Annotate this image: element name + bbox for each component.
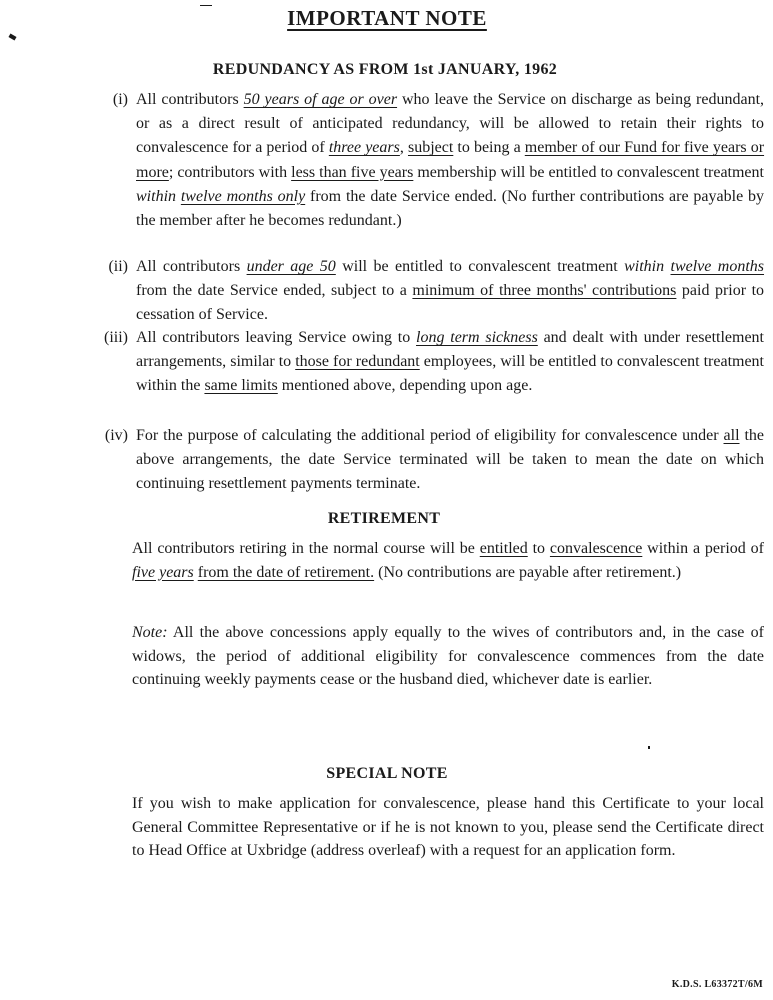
item-text	[130, 88, 764, 233]
item-text	[130, 326, 764, 399]
item-text	[130, 255, 764, 328]
retirement-heading: RETIREMENT	[327, 510, 441, 527]
emphasized-text: under age 50	[246, 258, 336, 275]
text-run: ; contributors with	[168, 163, 292, 181]
item-number: (i)	[112, 91, 128, 108]
text-run: from the date Service ended, subject to a	[136, 282, 413, 300]
emphasized-text: member of our Fund for five years or more	[136, 139, 765, 181]
text-run: who leave the Service on discharge as being redundant, or as a direct result of anticipated redundancy, will be allowed to retain their rights to convalescence for a period of	[136, 91, 765, 157]
redundancy-item	[104, 424, 764, 497]
emphasized-text: all	[723, 427, 740, 444]
redundancy-item	[112, 88, 765, 233]
text-run: to being a	[453, 139, 525, 157]
emphasized-text: those for redundant	[295, 353, 420, 371]
emphasized-text: 50 years of age or over	[243, 91, 398, 108]
text-run: the above arrangements, the date Service terminated will be taken to mean the date on which continuing resettlement payments terminate.	[136, 427, 764, 493]
emphasized-text: minimum of three months' contributions	[412, 282, 677, 300]
emphasized-text: entitled	[479, 540, 528, 557]
emphasized-text: twelve months	[670, 258, 765, 275]
text-run: All contributors	[136, 258, 247, 275]
note-label: Note:	[132, 624, 168, 641]
emphasized-text: twelve months only	[180, 187, 306, 205]
text-run: All contributors leaving Service owing to	[136, 329, 417, 346]
text-run: (No contributions are payable after retirement.)	[374, 563, 682, 581]
page-title-text: IMPORTANT NOTE	[287, 6, 487, 30]
text-run: For the purpose of calculating the additional period of eligibility for convalescence under	[136, 427, 724, 444]
emphasized-text: long term sickness	[416, 329, 538, 346]
redundancy-item	[108, 255, 765, 328]
special-note-text: If you wish to make application for convalescence, please hand this Certificate to your local General Committee Representative or if he is not known to you, please send the Certificate direct to Head Office at Uxbridge (address overleaf) with a request for an application form.	[132, 795, 764, 859]
text-run: and dealt with under resettlement arrangements, similar to	[136, 329, 764, 371]
emphasized-text: from the date of retirement.	[197, 563, 375, 581]
emphasized-text: three years	[328, 139, 400, 157]
emphasized-text: same limits	[204, 377, 278, 395]
emphasized-text: less than five years	[291, 163, 414, 181]
print-code: K.D.S. L63372T/6M	[671, 979, 763, 990]
text-run: employees, will be entitled to convalescent treatment within the	[136, 353, 765, 395]
emphasized-text: subject	[407, 139, 454, 157]
item-text	[130, 424, 764, 497]
emphasized-text: within	[624, 258, 665, 275]
text-run: membership will be entitled to convalescent treatment	[413, 163, 764, 181]
retirement-text	[132, 537, 764, 584]
item-number: (iv)	[104, 427, 128, 444]
redundancy-item	[104, 326, 765, 399]
special-note-heading: SPECIAL NOTE	[326, 765, 448, 782]
note-paragraph	[132, 621, 764, 692]
item-number: (iii)	[104, 329, 128, 346]
redundancy-heading: REDUNDANCY AS FROM 1st JANUARY, 1962	[212, 61, 558, 78]
emphasized-text: convalescence	[549, 540, 643, 557]
note-text: All the above concessions apply equally to the wives of contributors and, in the case of widows, the period of additional eligibility for convalescence commences from the date continuing weekly payments cease or the husband died, whichever date is earlier.	[132, 624, 764, 688]
text-run: within a period of	[642, 540, 764, 557]
emphasized-text: within	[136, 187, 177, 205]
text-run: will be entitled to convalescent treatment	[335, 258, 625, 275]
text-run: paid prior to cessation of Service.	[136, 282, 765, 324]
scan-speck	[648, 746, 650, 749]
text-run: to	[527, 540, 550, 557]
text-run: from the date Service ended. (No further contributions are payable by the member after he becomes redundant.)	[136, 187, 765, 230]
text-run: ,	[399, 139, 408, 157]
text-run: All contributors retiring in the normal course will be	[132, 540, 480, 557]
page-title	[0, 6, 773, 31]
text-run: mentioned above, depending upon age.	[277, 377, 533, 395]
emphasized-text: five years	[132, 563, 194, 581]
text-run: All contributors	[136, 91, 244, 108]
item-number: (ii)	[108, 258, 128, 275]
scan-speck	[8, 34, 16, 41]
